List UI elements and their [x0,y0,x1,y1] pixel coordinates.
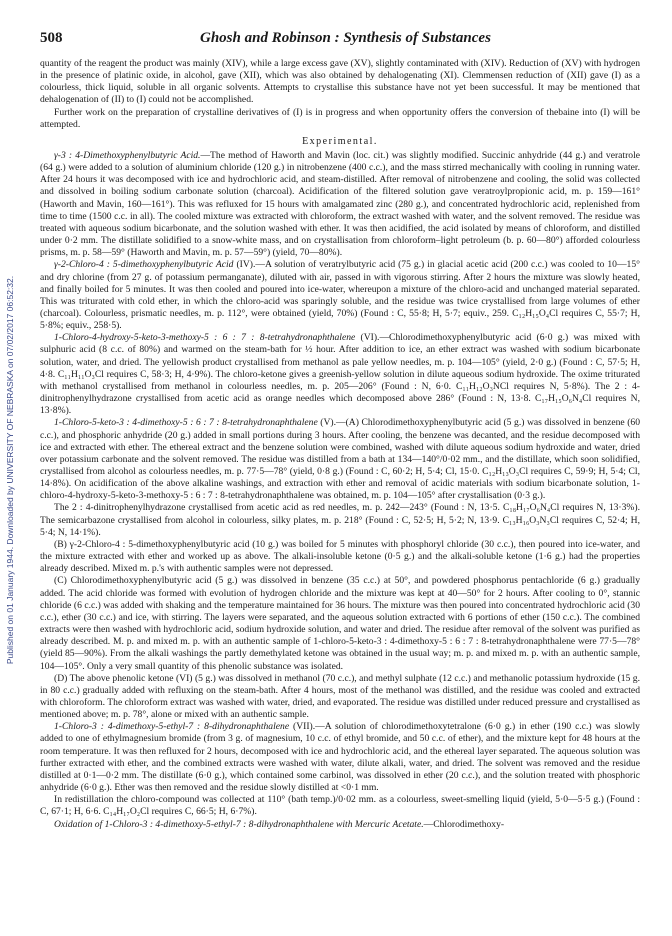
compound-name: 1-Chloro-4-hydroxy-5-keto-3-methoxy-5 : 6 : 7 : 8-tetrahydronaphthalene [54,332,356,344]
paragraph-text: (V).—(A) Chlorodimethoxyphenylbutyric acid (5 g.) was dissolved in benzene (60 c.c.), and phosphoric anhydride (20 g.) added in small portions during 3 hours. After cooling, the benzene was decanted, and the residue decomposed with ice and extracted with ether. The ethereal extract and the benzene solution were combined, washed with dilute aqueous sodium hydroxide and water, dried over potassium carbonate and the solvent removed. The residue was distilled from a bath at 134—140°/0·02 mm., and the distillate, which soon solidified, crystallised from alcohol as colourless needles, m. p. 77·5—78° (yield, 0·8 g.) (Found : C, 60·2; H, 5·4; Cl, 15·0. C₁₂H₁₃O₃Cl requires C, 59·9; H, 5·4; Cl, 14·8%). On acidification of the above alkaline washings, and extraction with ether and removal of acidic materials with sodium bicarbonate solution, 1-chloro-4-hydroxy-5-keto-3-methoxy-5 : 6 : 7 : 8-tetrahydronaphthalene was obtained, m. p. 104—105° after crystallisation (0·3 g.). [40,417,640,502]
download-watermark-text: Published on 01 January 1944. Downloaded by UNIVERSITY OF NEBRASKA on 07/02/2017 06:52:32. [5,275,15,665]
experimental-paragraph [40,794,640,818]
paragraph-text: (VII).—A solution of chlorodimethoxytetralone (6·0 g.) in ether (190 c.c.) was slowly added to one of ethylmagnesium bromide (from 3 g. of magnesium, 10 c.c. of ethyl bromide, and 50 c.c. of ether), and the mixture kept for 48 hours at the room temperature. It was then refluxed for 2 hours, decomposed with ice and hydrochloric acid, and the ethereal layer separated. The aqueous solution was further extracted with ether, and the combined extracts were washed with water, dilute alkali, water, and dried. The solvent was removed and the residue distilled at 0·1—0·2 mm. The distillate (6·0 g.), which contained some carbinol, was dissolved in ether (20 c.c.), and the solution treated with phosphoric anhydride (6·0 g.). Ether was then removed and the residue slowly distilled at <0·1 mm. [40,721,640,794]
journal-page [40,30,640,831]
experimental-paragraph [40,575,640,672]
paragraph-text: The 2 : 4-dinitrophenylhydrazone crystallised from acetic acid as red needles, m. p. 242—243° (Found : N, 13·5. C₁₈H₁₇O₆N₄Cl requires N, 13·3%). The semicarbazone crystallised from alcohol in colourless, silky plates, m. p. 218° (Found : C, 52·5; H, 5·2; N, 13·9. C₁₃H₁₆O₃N₃Cl requires C, 52·4; H, 5·4; N, 14·1%). [40,502,640,538]
compound-name: 1-Chloro-3 : 4-dimethoxy-5-ethyl-7 : 8-dihydronaphthalene [54,721,290,733]
paragraph-text: (D) The above phenolic ketone (VI) (5 g.) was dissolved in methanol (70 c.c.), and methyl sulphate (12 c.c.) and methanolic potassium hydroxide (15 g. in 80 c.c.) gradually added with refluxing on the steam-bath. After 4 hours, most of the methanol was distilled, and the residue was cooled and extracted with chloroform. The chloroform extract was washed with water, dried, and evaporated. The residue was distilled under reduced pressure and crystallised as mentioned above; m. p. 78°, alone or mixed with an authentic sample. [40,672,640,721]
experimental-paragraph [40,721,640,794]
experimental-paragraph [40,150,640,259]
experimental-section [40,150,640,831]
page-number: 508 [40,30,63,46]
paragraph-text: —Chlorodimethoxy- [423,818,505,830]
paragraph-text: (VI).—Chlorodimethoxyphenylbutyric acid (6·0 g.) was mixed with sulphuric acid (8 c.c. of 80%) and warmed on the steam-bath for ½ hour. After addition to ice, an ether extract was washed with sodium bicarbonate solution, water, and dried. The yellowish product crystallised from methanol as pale yellow needles, m. p. 104—105° (yield, 2·0 g.) (Found : C, 57·5; H, 4·8. C₁₁H₁₁O₃Cl requires C, 58·3; H, 4·9%). The chloro-ketone gives a greenish-yellow solution in dilute aqueous sodium hydroxide. The oxime triturated with methanol crystallised from methanol in colourless needles, m. p. 205—206° (Found : N, 6·0. C₁₁H₁₂O₃NCl requires N, 5·8%). The 2 : 4-dinitrophenylhydrazone crystallised from acetic acid as orange needles which decomposed above 286° (Found : N, 13·8. C₁₇H₁₅O₆N₄Cl requires N, 13·8%). [40,332,640,417]
experimental-paragraph [40,819,640,831]
intro-paragraph: Further work on the preparation of crystalline derivatives of (I) is in progress and when opportunity offers the conversion of thebaine into (I) will be attempted. [40,106,640,130]
paragraph-text: (IV).—A solution of veratrylbutyric acid (75 g.) in glacial acetic acid (200 c.c.) was cooled to 10—15° and dry chlorine (from 27 g. of potassium permanganate), diluted with air, passed in with vigorous stirring. After 2 hours the mixture was slowly heated, and finally boiled for 5 minutes. It was then cooled and poured into ice-water, whereupon a mixture of the chloro-acid and unchanged material separated. This was triturated with cold ether, in which the chloro-acid was sparingly soluble, and the residue was twice crystallised from large volumes of ether (charcoal). Colourless, prismatic needles, m. p. 112°, were obtained (yield, 70%) (Found : C, 55·8; H, 5·7; equiv., 259. C₁₂H₁₅O₄Cl requires C, 55·7; H, 5·8%; equiv., 258·5). [40,259,640,332]
experimental-paragraph [40,673,640,722]
compound-name: Oxidation of 1-Chloro-3 : 4-dimethoxy-5-ethyl-7 : 8-dihydronaphthalene with Mercuric Acetate. [54,818,424,830]
intro-section [40,58,640,131]
compound-name: 1-Chloro-5-keto-3 : 4-dimethoxy-5 : 6 : 7 : 8-tetrahydronaphthalene [54,417,318,429]
compound-name: γ-3 : 4-Dimethoxyphenylbutyric Acid. [54,149,201,161]
experimental-paragraph [40,502,640,538]
experimental-paragraph [40,332,640,417]
compound-name: γ-2-Chloro-4 : 5-dimethoxyphenylbutyric Acid [54,259,234,271]
experimental-paragraph [40,417,640,502]
experimental-heading: Experimental. [302,135,378,147]
paragraph-text: (B) γ-2-Chloro-4 : 5-dimethoxyphenylbutyric acid (10 g.) was boiled for 5 minutes with phosphoryl chloride (30 c.c.), then poured into ice-water, and the mixture extracted with ether and worked up as above. The alkali-insoluble ketone (0·5 g.) and the alkali-soluble ketone (1·6 g.) had the properties already described. Mixed m. p.'s with authentic samples were not depressed. [40,538,640,575]
running-title: Ghosh and Robinson : Synthesis of Substances [200,30,491,46]
paragraph-text: —The method of Haworth and Mavin (loc. cit.) was slightly modified. Succinic anhydride (44 g.) and veratrole (64 g.) were added to a solution of aluminium chloride (120 g.) in nitrobenzene (400 c.c.), and the mass stirred mechanically with cooling in running water. After 24 hours it was decomposed with ice and hydrochloric acid, and steam-distilled. After removal of nitrobenzene and cooling, the solid was collected and dissolved in boiling sodium carbonate solution (charcoal). Acidification of the filtered solution gave veratroylpropionic acid, m. p. 159—161° (Haworth and Mavin, 160—161°). This was refluxed for 15 hours with amalgamated zinc (280 g.), and concentrated hydrochloric acid, replenished from time to time (1500 c.c. in all). The cooled mixture was extracted with chloroform, the extract washed with water, and the solvent removed. The residue was treated with aqueous sodium bicarbonate, and the solution washed with ether. It was then acidified, the acid isolated by means of chloroform, and distilled under 0·2 mm. The distillate solidified to a snow-white mass, and on crystallisation from chloroform–light petroleum (b. p. 60—80°) afforded colourless prisms, m. p. 58—59° (Haworth and Mavin, m. p. 57—59°) (yield, 70—80%). [40,149,640,259]
paragraph-text: (C) Chlorodimethoxyphenylbutyric acid (5 g.) was dissolved in benzene (35 c.c.) at 50°, and powdered phosphorus pentachloride (6 g.) gradually added. The acid chloride was formed with evolution of hydrogen chloride and the mixture was kept at 40—50° for 2 hours. After cooling to 0°, stannic chloride (6 c.c.) was added with shaking and the temperature maintained for 36 hours. The mixture was then poured into concentrated hydrochloric acid (30 c.c.), ether (30 c.c.) and ice, with stirring. The layers were separated, and the aqueous solution extracted with 6 portions of ether (150 c.c.). The combined extracts were then washed with hydrochloric acid, sodium hydroxide solution, and water and dried. The residue after removal of the solvent was purified as already described. M. p. and mixed m. p. with an authentic sample of 1-chloro-5-keto-3 : 4-dimethoxy-5 : 6 : 7 : 8-tetrahydronaphthalene were 77·5—78° (yield 85—90%). From the alkali washings the partly demethylated ketone was obtained in the usual way; m. p. and mixed m. p. with an authentic sample, 104—105°. Only a very small quantity of this phenolic substance was isolated. [40,575,640,672]
download-watermark [4,150,16,790]
paragraph-text: In redistillation the chloro-compound was collected at 110° (bath temp.)/0·02 mm. as a colourless, sweet-smelling liquid (yield, 5·0—5·5 g.) (Found : C, 67·1; H, 6·6. C₁₄H₁₇O₂Cl requires C, 66·5; H, 6·7%). [40,794,640,818]
page-header [40,30,640,52]
experimental-paragraph [40,259,640,332]
intro-paragraph: quantity of the reagent the product was mainly (XIV), while a large excess gave (XV), slightly contaminated with (XIV). Reduction of (XV) with hydrogen in the presence of platinic oxide, in alcohol, gave (XII), which was also obtained by dehalogenating (XI). Clemmensen reduction of (XII) gave (I) as a colourless, thick liquid, soluble in all organic solvents. Attempts to crystallise this substance have not yet been successful. It may be mentioned that dehalogenation of (II) to (I) could not be accomplished. [40,58,640,106]
experimental-paragraph [40,539,640,575]
